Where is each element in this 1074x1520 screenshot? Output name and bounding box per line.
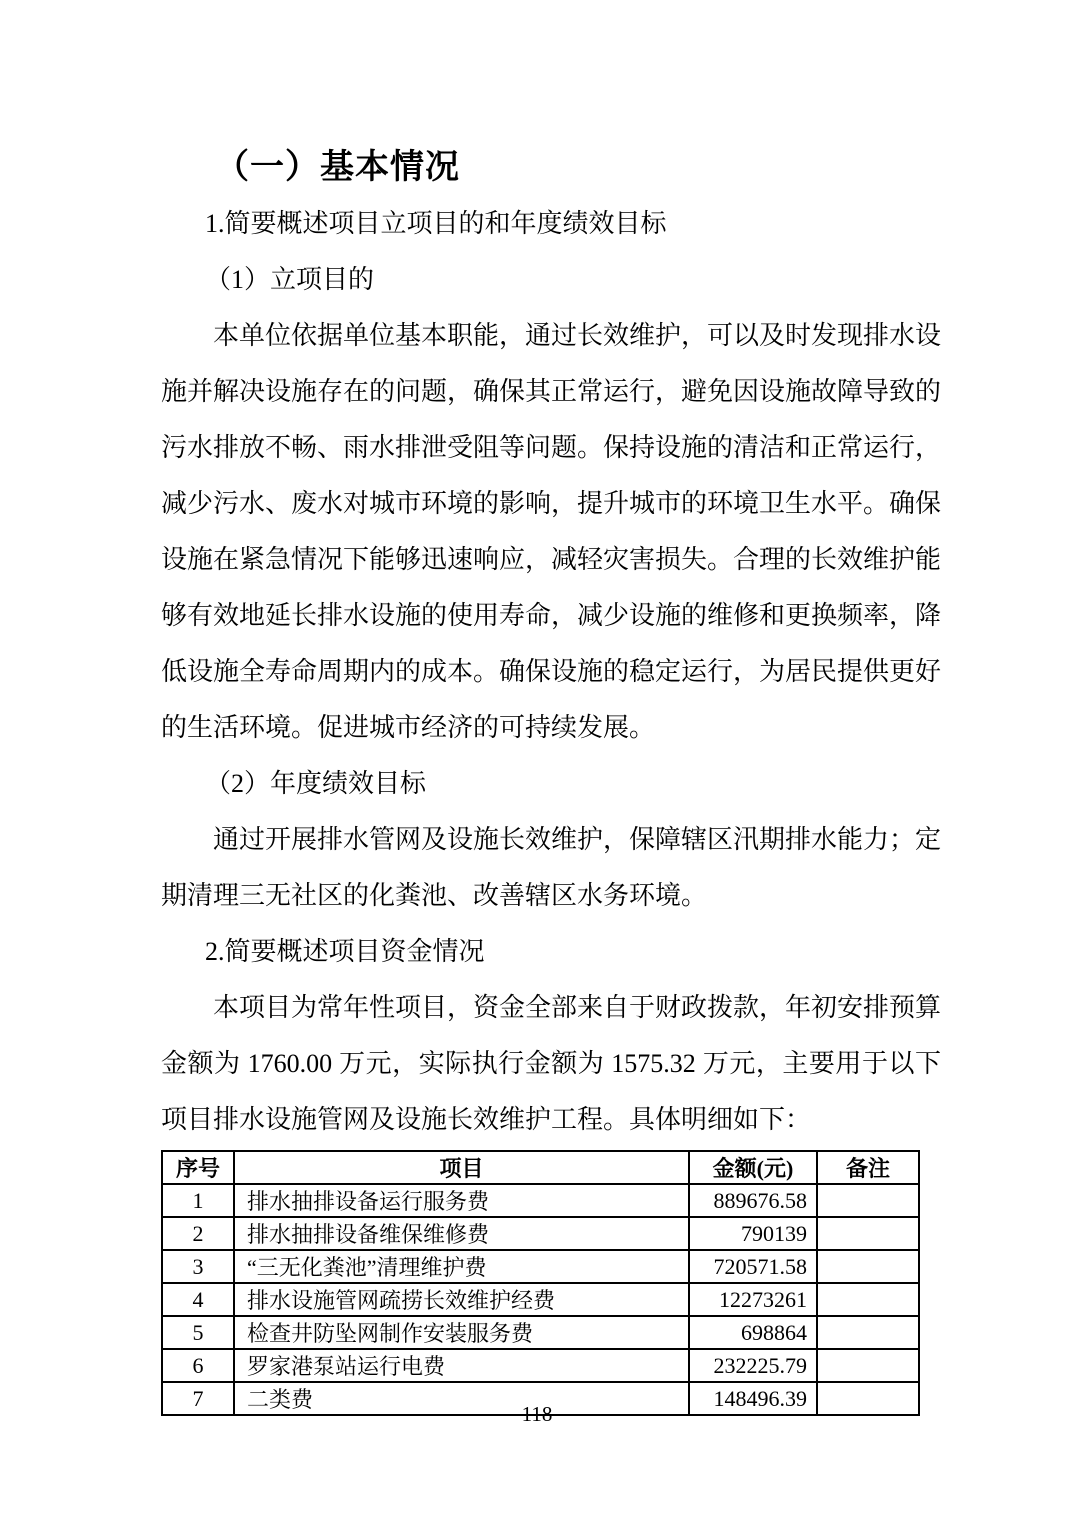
cell-no: 5 [162, 1316, 234, 1349]
cell-note [817, 1250, 919, 1283]
cell-note [817, 1184, 919, 1217]
page-number: 118 [521, 1402, 553, 1426]
table-row [162, 1217, 919, 1250]
cell-amount: 698864 [689, 1316, 817, 1349]
expense-table-body [162, 1184, 919, 1415]
cell-amount: 889676.58 [689, 1184, 817, 1217]
cell-no: 6 [162, 1349, 234, 1382]
table-row [162, 1316, 919, 1349]
cell-item: 检查井防坠网制作安装服务费 [234, 1316, 689, 1349]
cell-item: 排水抽排设备运行服务费 [234, 1184, 689, 1217]
cell-amount: 148496.39 [689, 1382, 817, 1415]
header-cell-item: 项目 [234, 1151, 689, 1184]
subheading-project-funding: 2.简要概述项目资金情况 [205, 937, 485, 966]
cell-note [817, 1349, 919, 1382]
header-row [162, 1151, 919, 1184]
header-cell-no: 序号 [162, 1151, 234, 1184]
section-heading: （一）基本情况 [215, 149, 460, 186]
expense-table-header [162, 1151, 919, 1184]
cell-item: 二类费 [234, 1382, 689, 1415]
cell-item: 罗家港泵站运行电费 [234, 1349, 689, 1382]
cell-note [817, 1217, 919, 1250]
header-cell-amount: 金额(元) [689, 1151, 817, 1184]
paragraph-annual-performance-goal: 通过开展排水管网及设施长效维护，保障辖区汛期排水能力；定期清理三无社区的化粪池、改善辖区水务环境。 [161, 825, 942, 910]
subheading-project-goals: 1.简要概述项目立项目的和年度绩效目标 [205, 209, 667, 238]
subheading-project-purpose: （1）立项目的 [205, 265, 375, 294]
expense-detail-table [161, 1150, 920, 1416]
table-row [162, 1250, 919, 1283]
cell-no: 7 [162, 1382, 234, 1415]
cell-item: 排水抽排设备维保维修费 [234, 1217, 689, 1250]
document-content [161, 140, 941, 1416]
cell-amount: 720571.58 [689, 1250, 817, 1283]
paragraph-project-funding: 本项目为常年性项目，资金全部来自于财政拨款，年初安排预算金额为 1760.00 万元，实际执行金额为 1575.32 万元，主要用于以下项目排水设施管网及设施长效维护工程。具体明细如下： [161, 993, 942, 1134]
cell-no: 2 [162, 1217, 234, 1250]
subheading-annual-performance-goal: （2）年度绩效目标 [205, 769, 427, 798]
cell-no: 4 [162, 1283, 234, 1316]
cell-no: 3 [162, 1250, 234, 1283]
cell-amount: 232225.79 [689, 1349, 817, 1382]
table-row [162, 1184, 919, 1217]
cell-item: 排水设施管网疏捞长效维护经费 [234, 1283, 689, 1316]
cell-no: 1 [162, 1184, 234, 1217]
cell-item: “三无化粪池”清理维护费 [234, 1250, 689, 1283]
cell-note [817, 1283, 919, 1316]
cell-note [817, 1316, 919, 1349]
table-row [162, 1349, 919, 1382]
cell-amount: 12273261 [689, 1283, 817, 1316]
table-row [162, 1283, 919, 1316]
header-cell-note: 备注 [817, 1151, 919, 1184]
cell-amount: 790139 [689, 1217, 817, 1250]
paragraph-project-purpose: 本单位依据单位基本职能，通过长效维护，可以及时发现排水设施并解决设施存在的问题，确保其正常运行，避免因设施故障导致的污水排放不畅、雨水排泄受阻等问题。保持设施的清洁和正常运行，减少污水、废水对城市环境的影响，提升城市的环境卫生水平。确保设施在紧急情况下能够迅速响应，减轻灾害损失。合理的长效维护能够有效地延长排水设施的使用寿命，减少设施的维修和更换频率，降低设施全寿命周期内的成本。确保设施的稳定运行，为居民提供更好的生活环境。促进城市经济的可持续发展。 [161, 321, 942, 742]
